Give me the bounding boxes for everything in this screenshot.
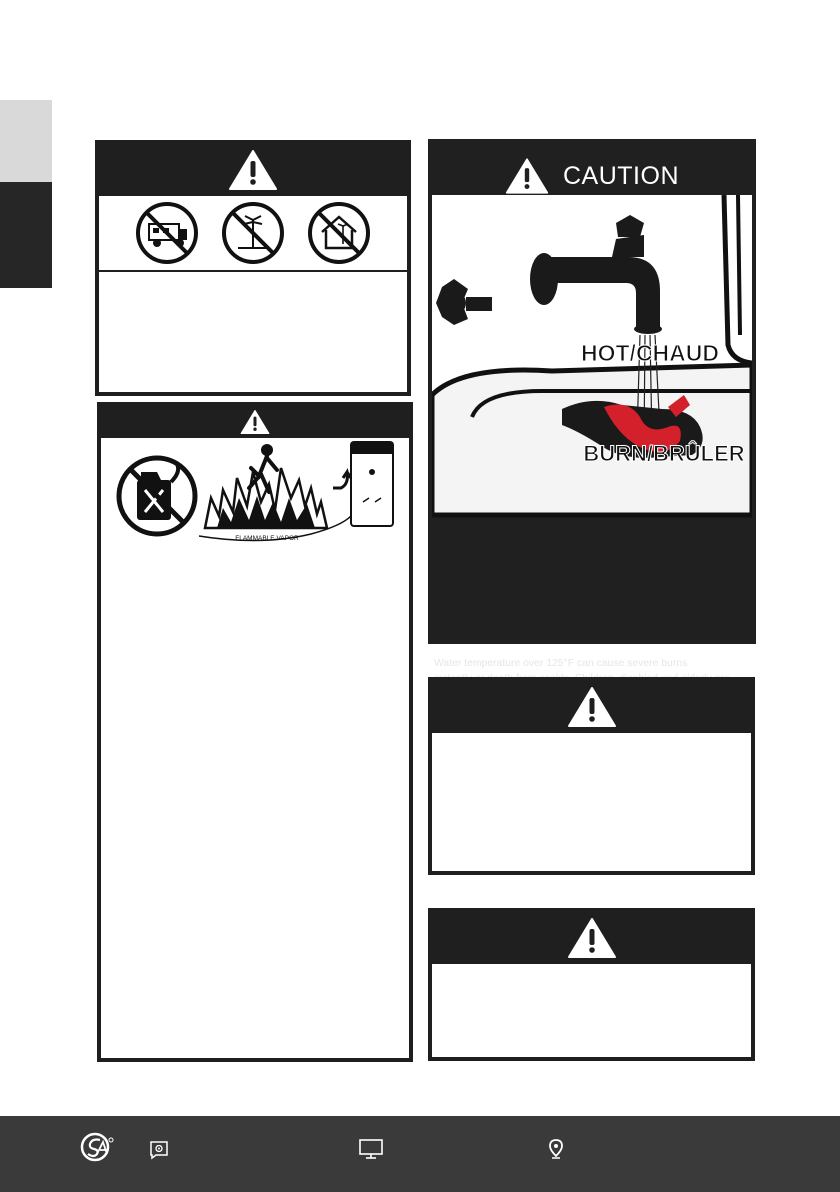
- flammable-vapor-caption: FLAMMABLE VAPOR: [235, 535, 299, 542]
- warning-triangle-icon: [505, 156, 549, 196]
- csa-mark-icon: [80, 1130, 116, 1166]
- caution-label-hot-water: [428, 139, 756, 669]
- warning-triangle-icon: [567, 686, 617, 728]
- no-indoor-icon: [306, 200, 372, 266]
- no-fuel-can-icon: [119, 458, 195, 534]
- monitor-icon: [358, 1138, 384, 1160]
- prohibition-icons-row: [99, 196, 407, 272]
- warning-label-flammable: [97, 402, 413, 1062]
- settings-icon: [148, 1140, 170, 1160]
- caution-body-line: Water temperature over 125°F can cause severe burns: [434, 658, 688, 669]
- no-rv-icon: [134, 200, 200, 266]
- warning-label-header: [432, 681, 751, 733]
- water-heater-illustration: [351, 442, 393, 526]
- section-tab-dark: [0, 182, 52, 288]
- warning-label-header: [99, 144, 407, 196]
- section-tab-light: [0, 100, 52, 182]
- no-outdoor-icon: [220, 200, 286, 266]
- warning-label-header: [432, 912, 751, 964]
- warning-triangle-icon: [228, 149, 278, 191]
- warning-label-4: [428, 908, 755, 1061]
- caution-title: CAUTION: [563, 161, 679, 190]
- caution-title-row: [428, 151, 756, 201]
- faucet-burn-illustration: [432, 195, 752, 635]
- warning-triangle-icon: [567, 917, 617, 959]
- warning-label-location: [95, 140, 411, 396]
- page-footer: [0, 1116, 840, 1192]
- flammable-vapor-illustration: [111, 432, 401, 544]
- falling-person-figure: [249, 444, 277, 492]
- location-pin-icon: [547, 1138, 565, 1160]
- burn-warning-text: BURN/BRÛLER: [583, 441, 745, 466]
- hot-warning-text: HOT/CHAUD: [581, 340, 719, 366]
- warning-label-3: [428, 677, 755, 875]
